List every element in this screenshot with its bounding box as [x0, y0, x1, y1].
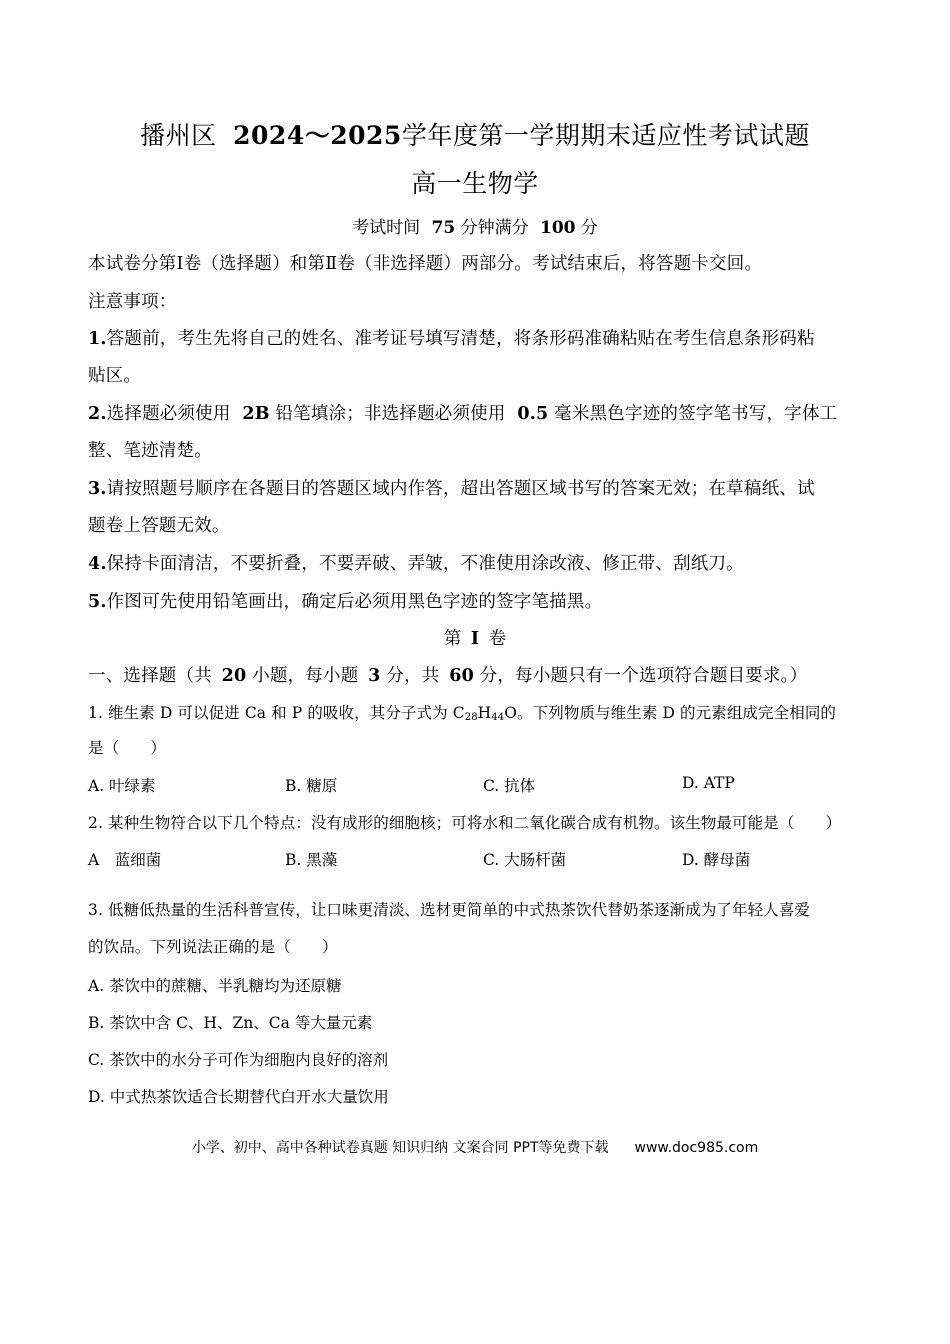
note-4	[88, 550, 744, 575]
volume-c: 卷	[488, 629, 507, 649]
footer-url[interactable]: www.doc985.com	[634, 1140, 759, 1156]
note-1-num: 1.	[88, 329, 107, 349]
note-2-e: 毫米黑色字迹的签字笔书写，字体工	[554, 404, 838, 424]
note-2-cont: 整、笔迹清楚。	[88, 441, 212, 461]
q3-option-a: A. 茶饮中的蔗糖、半乳糖均为还原糖	[88, 977, 342, 995]
q1-option-c: C. 抗体	[483, 777, 536, 795]
part-a: 一、选择题（共	[88, 666, 212, 686]
exam-time-mid: 分钟满分	[460, 218, 529, 238]
title-years: 2024～2025	[233, 121, 402, 150]
exam-score-unit: 分	[580, 218, 598, 238]
q1-option-a: A. 叶绿素	[88, 777, 156, 795]
question-2: 2. 某种生物符合以下几个特点：没有成形的细胞核；可将水和二氧化碳合成有机物。该生物最可能是（ ）	[88, 814, 842, 832]
note-1-cont: 贴区。	[88, 366, 142, 386]
note-2-a: 选择题必须使用	[106, 404, 231, 424]
question-1	[88, 701, 836, 723]
subject-title: 高一生物学	[411, 169, 539, 198]
exam-score: 100	[539, 218, 576, 238]
note-3	[88, 475, 815, 500]
exam-time	[0, 213, 950, 238]
title-prefix: 播州区	[140, 121, 217, 150]
page-footer	[0, 1137, 950, 1157]
note-2-d: 0.5	[517, 404, 549, 424]
note-1-text: 答题前，考生先将自己的姓名、准考证号填写清楚，将条形码准确粘贴在考生信息条形码粘	[106, 329, 815, 349]
volume-heading	[0, 625, 950, 650]
note-1	[88, 325, 815, 350]
q3-option-d: D. 中式热茶饮适合长期替代白开水大量饮用	[88, 1088, 389, 1106]
note-2-num: 2.	[88, 404, 107, 424]
exam-minutes: 75	[431, 218, 456, 238]
title-suffix: 学年度第一学期期末适应性考试试题	[401, 121, 810, 150]
note-2-b: 2B	[242, 404, 270, 424]
part-d: 分，每小题只有一个选项符合题目要求。）	[479, 666, 808, 686]
part-heading	[88, 662, 807, 687]
note-5	[88, 588, 602, 613]
intro-text: 本试卷分第Ⅰ卷（选择题）和第Ⅱ卷（非选择题）两部分。考试结束后，将答题卡交回。	[88, 254, 763, 274]
note-3-num: 3.	[88, 479, 107, 499]
note-3-cont: 题卷上答题无效。	[88, 516, 230, 536]
note-2-c: 铅笔填涂；非选择题必须使用	[275, 404, 506, 424]
part-each: 3	[368, 666, 381, 686]
note-5-text: 作图可先使用铅笔画出，确定后必须用黑色字迹的签字笔描黑。	[106, 592, 603, 612]
q3-option-c: C. 茶饮中的水分子可作为细胞内良好的溶剂	[88, 1051, 389, 1069]
volume-a: 第	[443, 629, 462, 649]
volume-b: I	[470, 629, 480, 649]
q2-option-a: A 蓝细菌	[88, 851, 162, 869]
q3-option-b: B. 茶饮中含 C、H、Zn、Ca 等大量元素	[88, 1014, 373, 1032]
q1-option-d: D. ATP	[682, 774, 735, 792]
part-c: 分，共	[386, 666, 440, 686]
exam-title	[0, 116, 950, 152]
part-total: 60	[449, 666, 474, 686]
part-count: 20	[221, 666, 247, 686]
question-3: 3. 低糖低热量的生活科普宣传，让口味更清淡、选材更简单的中式热茶饮代替奶茶逐渐成为了年轻人喜爱	[88, 901, 811, 919]
q2-option-b: B. 黑藻	[285, 851, 338, 869]
q1-sub-2: 44	[491, 712, 505, 723]
note-5-num: 5.	[88, 592, 107, 612]
q1-sub-1: 28	[464, 712, 478, 723]
exam-time-label: 考试时间	[352, 218, 421, 238]
question-3-cont: 的饮品。下列说法正确的是（ ）	[88, 938, 338, 956]
note-4-num: 4.	[88, 554, 107, 574]
notes-heading: 注意事项：	[88, 292, 177, 312]
q1-option-b: B. 糖原	[285, 777, 338, 795]
q1-text-b: O。下列物质与维生素 D 的元素组成完全相同的	[504, 704, 837, 722]
footer-text: 小学、初中、高中各种试卷真题 知识归纳 文案合同 PPT等免费下载	[191, 1140, 609, 1156]
question-1-cont: 是（ ）	[88, 739, 167, 757]
note-4-text: 保持卡面清洁，不要折叠，不要弄破、弄皱，不准使用涂改液、修正带、刮纸刀。	[106, 554, 744, 574]
q1-mid: H	[477, 704, 492, 722]
part-b: 小题，每小题	[252, 666, 359, 686]
q2-option-d: D. 酵母菌	[682, 851, 751, 869]
note-3-text: 请按照题号顺序在各题目的答题区域内作答，超出答题区域书写的答案无效；在草稿纸、试	[106, 479, 815, 499]
q1-text-a: 1. 维生素 D 可以促进 Ca 和 P 的吸收，其分子式为 C	[88, 704, 465, 722]
q2-option-c: C. 大肠杆菌	[483, 851, 567, 869]
note-2	[88, 400, 837, 425]
